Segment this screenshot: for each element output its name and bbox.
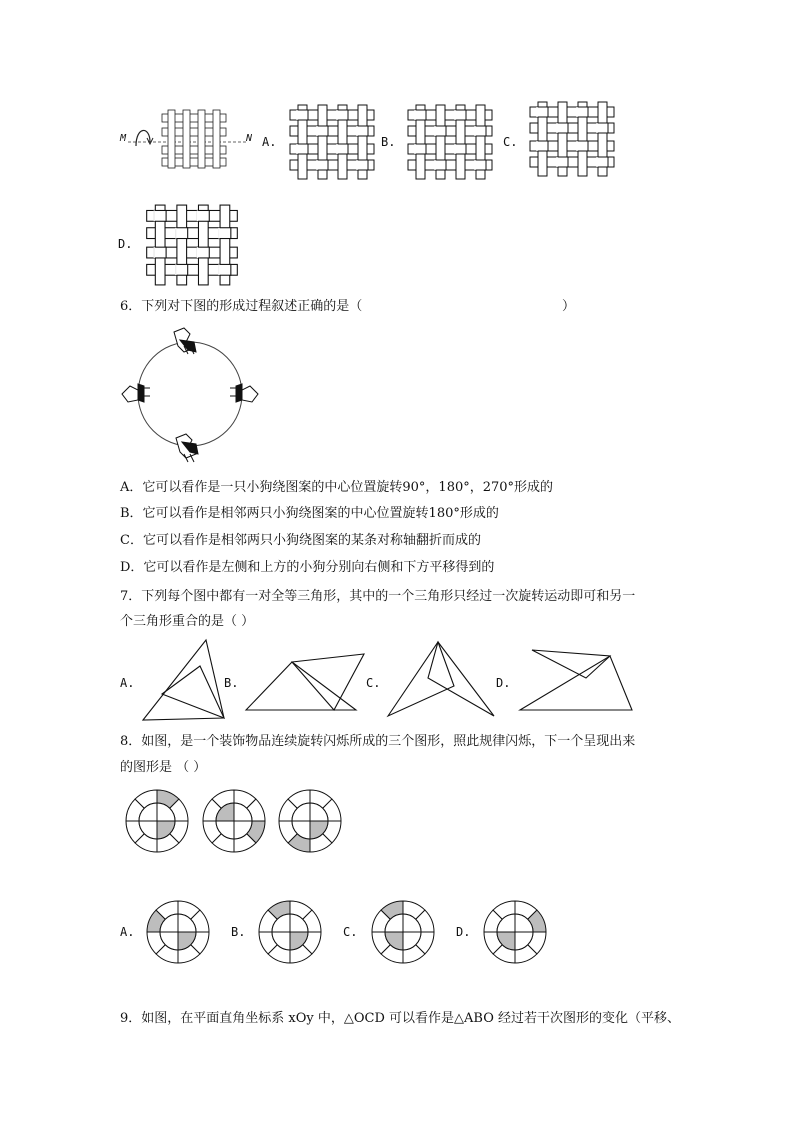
q8-option-c-label: C. bbox=[343, 925, 358, 939]
q7-option-a-figure bbox=[140, 638, 230, 724]
q6-option-d: D．它可以看作是左侧和上方的小狗分别向右侧和下方平移得到的 bbox=[120, 560, 495, 575]
dog-icon bbox=[230, 384, 258, 402]
q5-option-d-label: D. bbox=[118, 237, 133, 251]
q5-option-d-figure bbox=[143, 204, 241, 286]
q8-stem-line1: 8．如图，是一个装饰物品连续旋转闪烁所成的三个图形，照此规律闪烁，下一个呈现出来 bbox=[120, 734, 636, 749]
q8-option-a-label: A. bbox=[120, 925, 135, 939]
q8-option-d-label: D. bbox=[456, 925, 471, 939]
q7-option-c-figure bbox=[386, 640, 498, 720]
q9-stem-line1: 9．如图，在平面直角坐标系 xOy 中，△OCD 可以看作是△ABO 经过若干次图形的变化（平移、 bbox=[120, 1011, 680, 1026]
q6-stem: 6．下列对下图的形成过程叙述正确的是（ bbox=[120, 299, 363, 314]
q8-pattern-2 bbox=[201, 788, 267, 854]
q7-option-a-label: A. bbox=[120, 676, 135, 690]
q8-option-b-pattern bbox=[257, 899, 323, 965]
q8-option-a-pattern bbox=[145, 899, 211, 965]
q7-option-b-figure bbox=[244, 650, 368, 714]
q5-option-b-figure bbox=[406, 104, 494, 180]
q6-option-c: C．它可以看作是相邻两只小狗绕图案的某条对称轴翻折而成的 bbox=[120, 533, 481, 548]
q8-pattern-3 bbox=[277, 788, 343, 854]
q5-option-a-label: A. bbox=[262, 135, 277, 149]
q6-option-b: B．它可以看作是相邻两只小狗绕图案的中心位置旋转180°形成的 bbox=[120, 506, 499, 521]
q8-option-b-label: B. bbox=[231, 925, 246, 939]
q8-pattern-1 bbox=[124, 788, 190, 854]
q8-option-c-pattern bbox=[370, 899, 436, 965]
dog-icon bbox=[174, 328, 196, 354]
q6-dog-figure bbox=[118, 322, 268, 472]
q7-option-d-figure bbox=[516, 646, 638, 714]
q7-option-c-label: C. bbox=[366, 676, 381, 690]
q8-stem-line2: 的图形是 （ ） bbox=[120, 760, 207, 775]
dog-icon bbox=[122, 384, 150, 402]
q5-option-c-label: C. bbox=[503, 135, 518, 149]
dog-icon bbox=[176, 434, 198, 462]
q6-option-a: A．它可以看作是一只小狗绕图案的中心位置旋转90°，180°，270°形成的 bbox=[120, 480, 554, 495]
q5-option-b-label: B. bbox=[381, 135, 396, 149]
q8-option-d-pattern bbox=[482, 899, 548, 965]
q7-option-b-label: B. bbox=[224, 676, 239, 690]
q5-given-figure bbox=[128, 108, 248, 170]
q5-option-a-figure bbox=[288, 104, 376, 180]
axis-label-n: N bbox=[246, 133, 253, 144]
axis-label-m: M bbox=[120, 133, 127, 144]
q7-stem-line2: 个三角形重合的是（ ） bbox=[120, 614, 255, 629]
q7-stem-line1: 7．下列每个图中都有一对全等三角形，其中的一个三角形只经过一次旋转运动即可和另一 bbox=[120, 589, 636, 604]
q5-option-c-figure bbox=[528, 101, 616, 177]
q6-stem-close: ） bbox=[562, 299, 576, 314]
q7-option-d-label: D. bbox=[496, 676, 511, 690]
